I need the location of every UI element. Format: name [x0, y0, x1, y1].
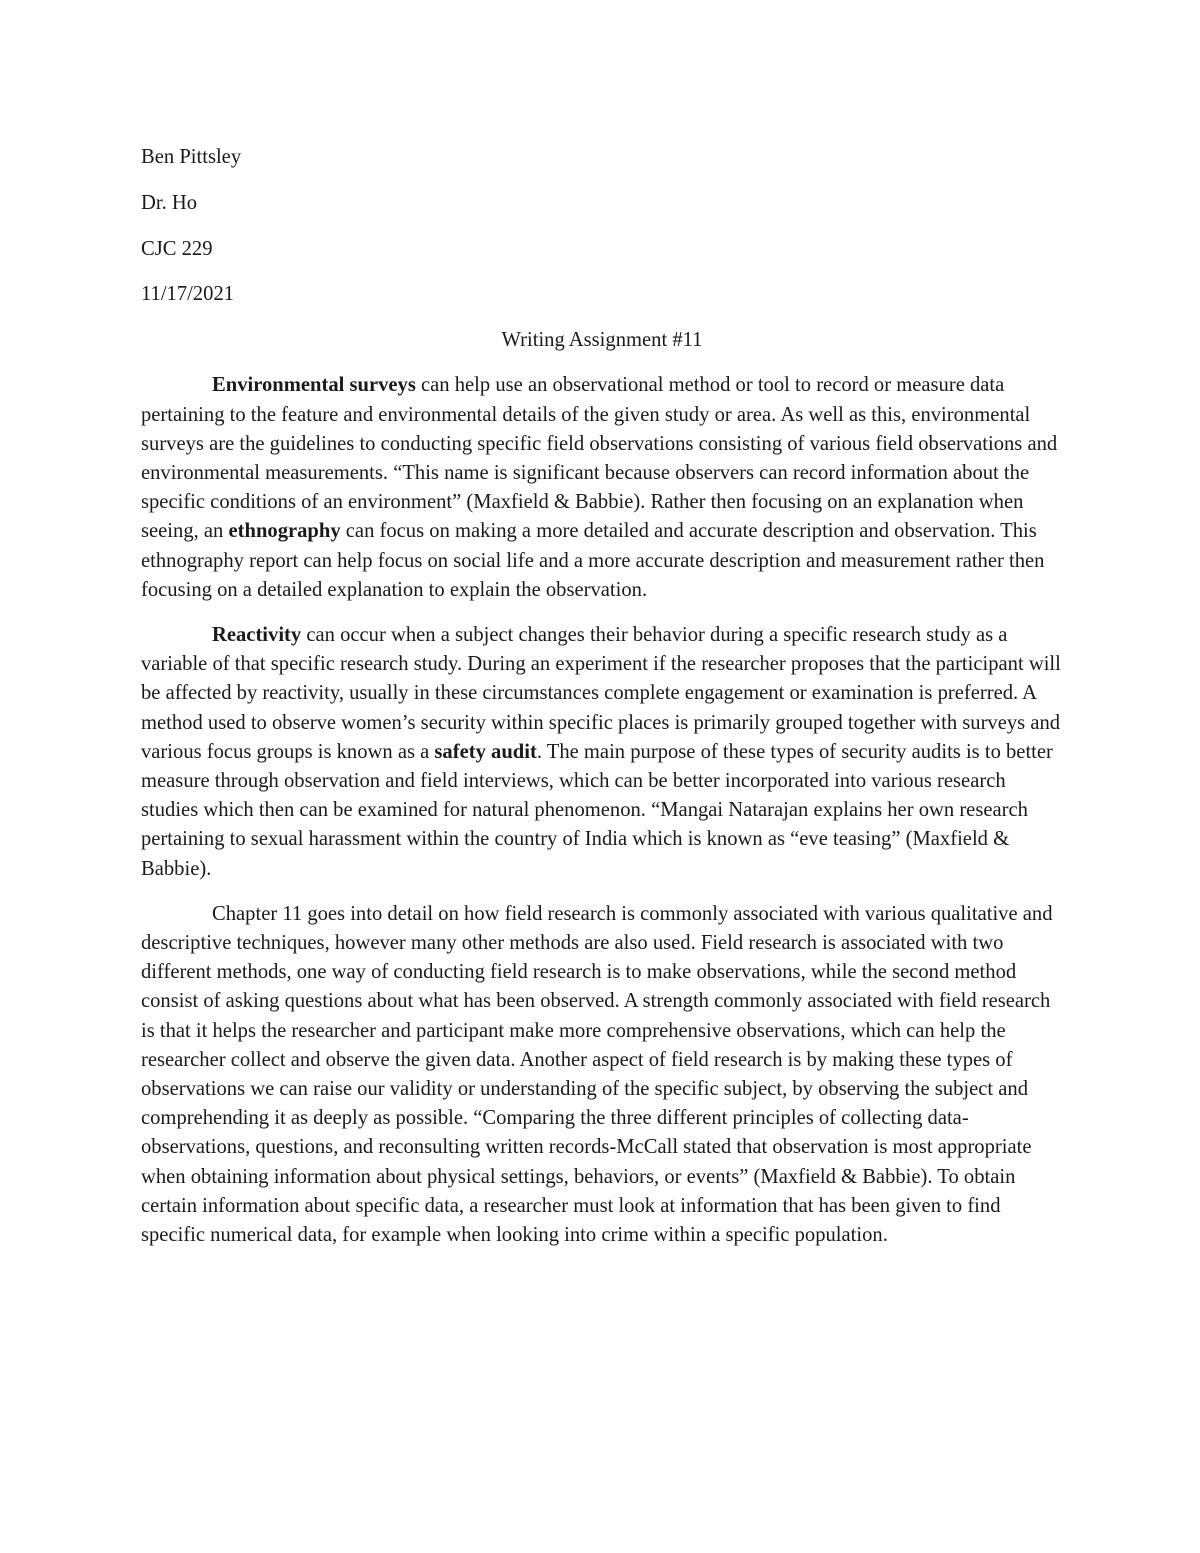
- assignment-date: 11/17/2021: [141, 283, 235, 306]
- term-ethnography: ethnography: [228, 520, 341, 543]
- document-title: Writing Assignment #11: [501, 329, 703, 352]
- paragraph-text: can focus on making a more detailed and accurate description and observation. This ethnography report can help focus on social life and a more accurate description and measurement rather then focusing on a detailed explanation to explain the observation.: [141, 520, 1045, 601]
- paragraph-chapter-11: Chapter 11 goes into detail on how field research is commonly associated with various qualitative and descriptive techniques, however many other methods are also used. Field research is associated with two different methods, one way of conducting field research is to make observations, while the second method consist of asking questions about what has been observed. A strength commonly associated with field research is that it helps the researcher and participant make more comprehensive observations, which can help the researcher collect and observe the given data. Another aspect of field research is by making these types of observations we can raise our validity or understanding of the specific subject, by observing the subject and comprehending it as deeply as possible. “Comparing the three different principles of collecting data-observations, questions, and reconsulting written records-McCall stated that observation is most appropriate when obtaining information about physical settings, behaviors, or events” (Maxfield & Babbie). To obtain certain information about specific data, a researcher must look at information that has been given to find specific numerical data, for example when looking into crime within a specific population.: [141, 902, 1053, 1246]
- paragraph-environmental-surveys: [141, 371, 1063, 605]
- instructor-name: Dr. Ho: [141, 191, 198, 214]
- paragraph-text: can help use an observational method or tool to record or measure data pertaining to the feature and environmental details of the given study or area. As well as this, environmental surveys are the guidelines to conducting specific field observations consisting of various field observations and environmental measurements. “This name is significant because observers can record information about the specific conditions of an environment” (Maxfield & Babbie). Rather then focusing on an explanation when seeing, an: [141, 374, 1058, 543]
- paragraph-text: . The main purpose of these types of security audits is to better measure through observation and field interviews, which can be better incorporated into various research studies which then can be examined for natural phenomenon. “Mangai Natarajan explains her own research pertaining to sexual harassment within the country of India which is known as “eve teasing” (Maxfield & Babbie).: [141, 740, 1053, 880]
- document-body: [141, 143, 1063, 1266]
- term-safety-audit: safety audit: [434, 740, 537, 763]
- paragraph-text: can occur when a subject changes their behavior during a specific research study as a variable of that specific research study. During an experiment if the researcher proposes that the participant will be affected by reactivity, usually in these circumstances complete engagement or examination is preferred. A method used to observe women’s security within specific places is primarily grouped together with surveys and various focus groups is known as a: [141, 623, 1061, 763]
- term-reactivity: Reactivity: [212, 623, 302, 646]
- author-name: Ben Pittsley: [141, 146, 242, 168]
- paragraph-reactivity: [141, 621, 1063, 884]
- term-environmental-surveys: Environmental surveys: [212, 374, 416, 397]
- course-code: CJC 229: [141, 237, 213, 260]
